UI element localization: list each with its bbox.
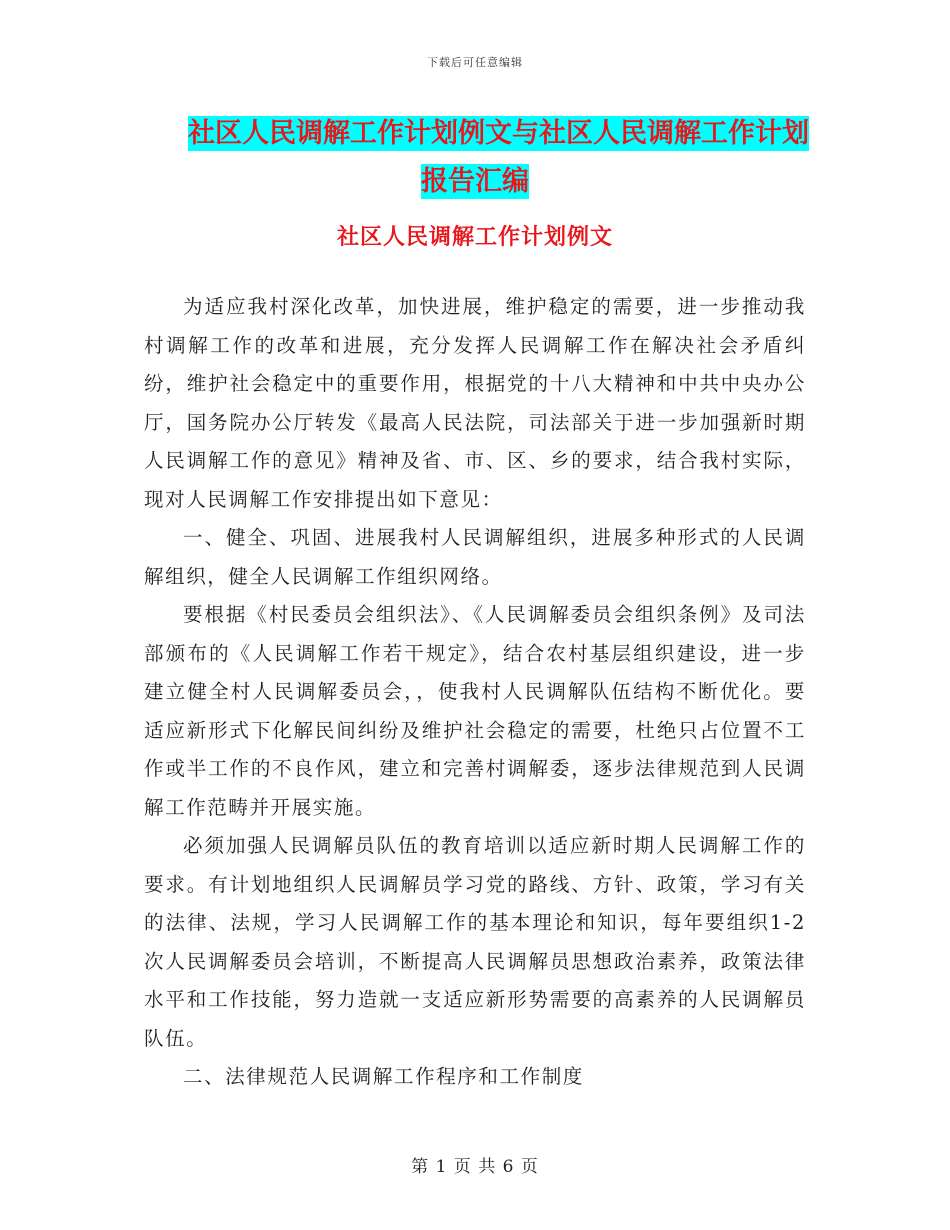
section-title: 社区人民调解工作计划例文 xyxy=(336,225,613,250)
title-line-2 xyxy=(150,158,800,206)
paragraph: 一、健全、巩固、进展我村人民调解组织，进展多种形式的人民调解组织，健全人民调解工作组织网络。 xyxy=(144,526,806,588)
title-line-2-text: 报告汇编 xyxy=(421,166,529,197)
paragraph: 为适应我村深化改革，加快进展，维护稳定的需要，进一步推动我村调解工作的改革和进展，充分发挥人民调解工作在解决社会矛盾纠纷，维护社会稳定中的重要作用，根据党的十八大精神和中共中央办公厅，国务院办公厅转发《最高人民法院，司法部关于进一步加强新时期人民调解工作的意见》精神及省、市、区、乡的要求，结合我村实际，现对人民调解工作安排提出如下意见： xyxy=(144,295,806,511)
paragraph: 必须加强人民调解员队伍的教育培训以适应新时期人民调解工作的要求。有计划地组织人民调解员学习党的路线、方针、政策，学习有关的法律、法规，学习人民调解工作的基本理论和知识，每年要组织1-2次人民调解委员会培训，不断提高人民调解员思想政治素养，政策法律水平和工作技能，努力造就一支适应新形势需要的高素养的人民调解员队伍。 xyxy=(144,834,806,1050)
body-text xyxy=(144,288,806,1097)
header-note: 下载后可任意编辑 xyxy=(427,56,523,69)
page-footer: 第 1 页 共 6 页 xyxy=(411,1157,539,1177)
title-line-1 xyxy=(150,110,809,158)
title-line-1-text: 社区人民调解工作计划例文与社区人民调解工作计划 xyxy=(188,118,809,149)
document-title xyxy=(150,110,809,206)
paragraph: 二、法律规范人民调解工作程序和工作制度 xyxy=(183,1065,584,1088)
paragraph: 要根据《村民委员会组织法》、《人民调解委员会组织条例》及司法部颁布的《人民调解工作若干规定》，结合农村基层组织建设，进一步建立健全村人民调解委员会，，使我村人民调解队伍结构不断优化。要适应新形式下化解民间纠纷及维护社会稳定的需要，杜绝只占位置不工作或半工作的不良作风，建立和完善村调解委，逐步法律规范到人民调解工作范畴并开展实施。 xyxy=(144,603,806,819)
